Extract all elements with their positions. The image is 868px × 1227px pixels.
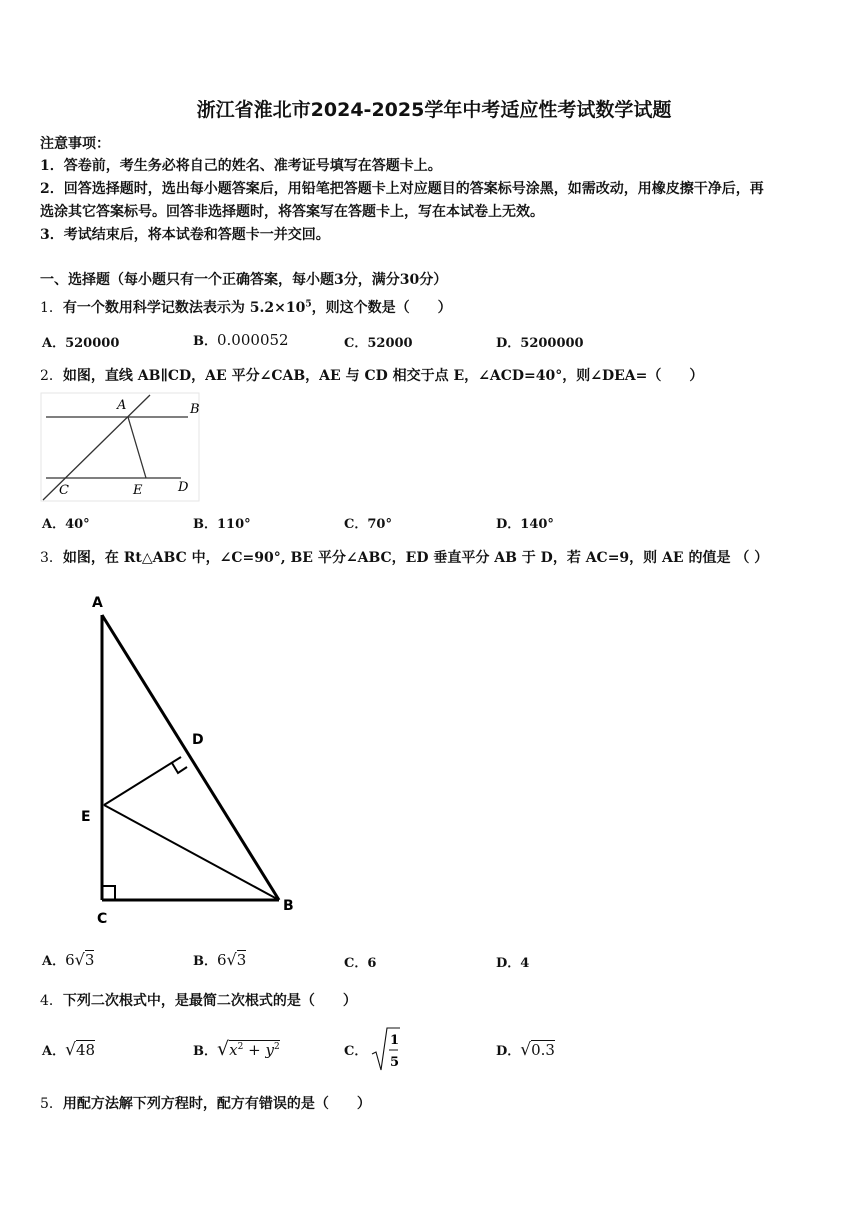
question-text: 如图，在 Rt△ABC 中，∠C=90°, BE 平分∠ABC，ED 垂直平分 AB 于 D，若 AC=9，则 AE 的值是 （ ）	[62, 550, 769, 566]
question-text: 下列二次根式中，是最简二次根式的是（ ）	[62, 993, 357, 1009]
label-b: B	[190, 402, 200, 417]
question-2	[40, 365, 703, 385]
label-d: D	[178, 480, 189, 495]
segment-ed	[104, 757, 181, 805]
q4-option-c[interactable]: C． 1 5	[344, 1026, 367, 1045]
q2-option-c[interactable]: C．70°	[344, 517, 392, 532]
question-4	[40, 990, 357, 1010]
q3-option-a[interactable]: A．6√3	[42, 950, 95, 969]
question-number: 1．	[40, 300, 63, 316]
notice-item-2: 2．回答选择题时，选出每小题答案后，用铅笔把答题卡上对应题目的答案标号涂黑，如需改动，用橡皮擦干净后，再	[40, 181, 764, 197]
q3-option-d[interactable]: D．4	[496, 956, 530, 971]
label-e: E	[133, 483, 143, 498]
question-text-end: ，则这个数是（ ）	[311, 300, 452, 316]
question-1	[40, 297, 452, 317]
radical-sign: √	[520, 1040, 532, 1060]
q1-option-c[interactable]: C．52000	[344, 336, 413, 351]
segment-eb	[104, 805, 279, 900]
question-text: 有一个数用科学记数法表示为 5.2×10	[62, 300, 306, 316]
question-number: 2．	[40, 368, 63, 384]
radical-sign: √	[74, 950, 85, 969]
question-number: 3．	[40, 550, 63, 566]
radical-sign: √	[217, 1038, 230, 1060]
q1-option-a[interactable]: A．520000	[42, 336, 120, 351]
q2-option-a[interactable]: A．40°	[42, 517, 90, 532]
label-a: A	[117, 398, 127, 413]
question-text: 用配方法解下列方程时，配方有错误的是（ ）	[62, 1096, 371, 1112]
question-5	[40, 1093, 371, 1113]
question-3	[40, 547, 768, 567]
q2-option-d[interactable]: D．140°	[496, 517, 554, 532]
notice-item-1: 1．答卷前，考生务必将自己的姓名、准考证号填写在答题卡上。	[40, 158, 442, 174]
question-number: 4．	[40, 993, 63, 1009]
side-ab	[102, 615, 279, 900]
fraction-radical	[370, 1026, 400, 1074]
exponent: 5	[305, 299, 312, 310]
label-b: B	[283, 898, 294, 914]
svg-text:5: 5	[390, 1055, 400, 1070]
right-angle-c	[102, 886, 115, 900]
notice-heading: 注意事项：	[40, 136, 110, 152]
label-a: A	[92, 595, 103, 611]
question-text: 如图，直线 AB∥CD，AE 平分∠CAB，AE 与 CD 相交于点 E，∠ACD=40°，则∠DEA=（ ）	[62, 368, 704, 384]
label-e: E	[81, 809, 91, 825]
notice-item-2-cont: 选涂其它答案标号。回答非选择题时，将答案写在答题卡上，写在本试卷上无效。	[40, 204, 544, 220]
label-c: C	[59, 483, 69, 498]
question-number: 5．	[40, 1096, 63, 1112]
q2-option-b[interactable]: B．110°	[193, 517, 251, 532]
label-c: C	[97, 911, 108, 927]
q1-option-d[interactable]: D．5200000	[496, 336, 584, 351]
q4-option-d[interactable]: D．√0.3	[496, 1040, 555, 1060]
segment-ae	[128, 417, 146, 478]
radical-sign: √	[65, 1040, 76, 1060]
radical-sign: √	[226, 950, 237, 969]
q1-option-b[interactable]: B．0.000052	[193, 331, 289, 349]
q4-option-b[interactable]: B．$√x^2 + y^2$	[193, 1038, 280, 1060]
q3-figure	[75, 585, 305, 930]
right-angle-d	[172, 763, 187, 773]
section-heading: 一、选择题（每小题只有一个正确答案，每小题3分，满分30分）	[40, 272, 448, 288]
label-d: D	[192, 732, 204, 748]
svg-text:1: 1	[390, 1033, 400, 1048]
q4-option-a[interactable]: A．√48	[42, 1040, 96, 1060]
notice-item-3: 3．考试结束后，将本试卷和答题卡一并交回。	[40, 227, 330, 243]
q3-option-b[interactable]: B．6√3	[193, 950, 247, 969]
page-title: 浙江省淮北市2024-2025学年中考适应性考试数学试题	[196, 99, 672, 121]
q3-option-c[interactable]: C．6	[344, 956, 377, 971]
q2-figure	[38, 390, 203, 505]
